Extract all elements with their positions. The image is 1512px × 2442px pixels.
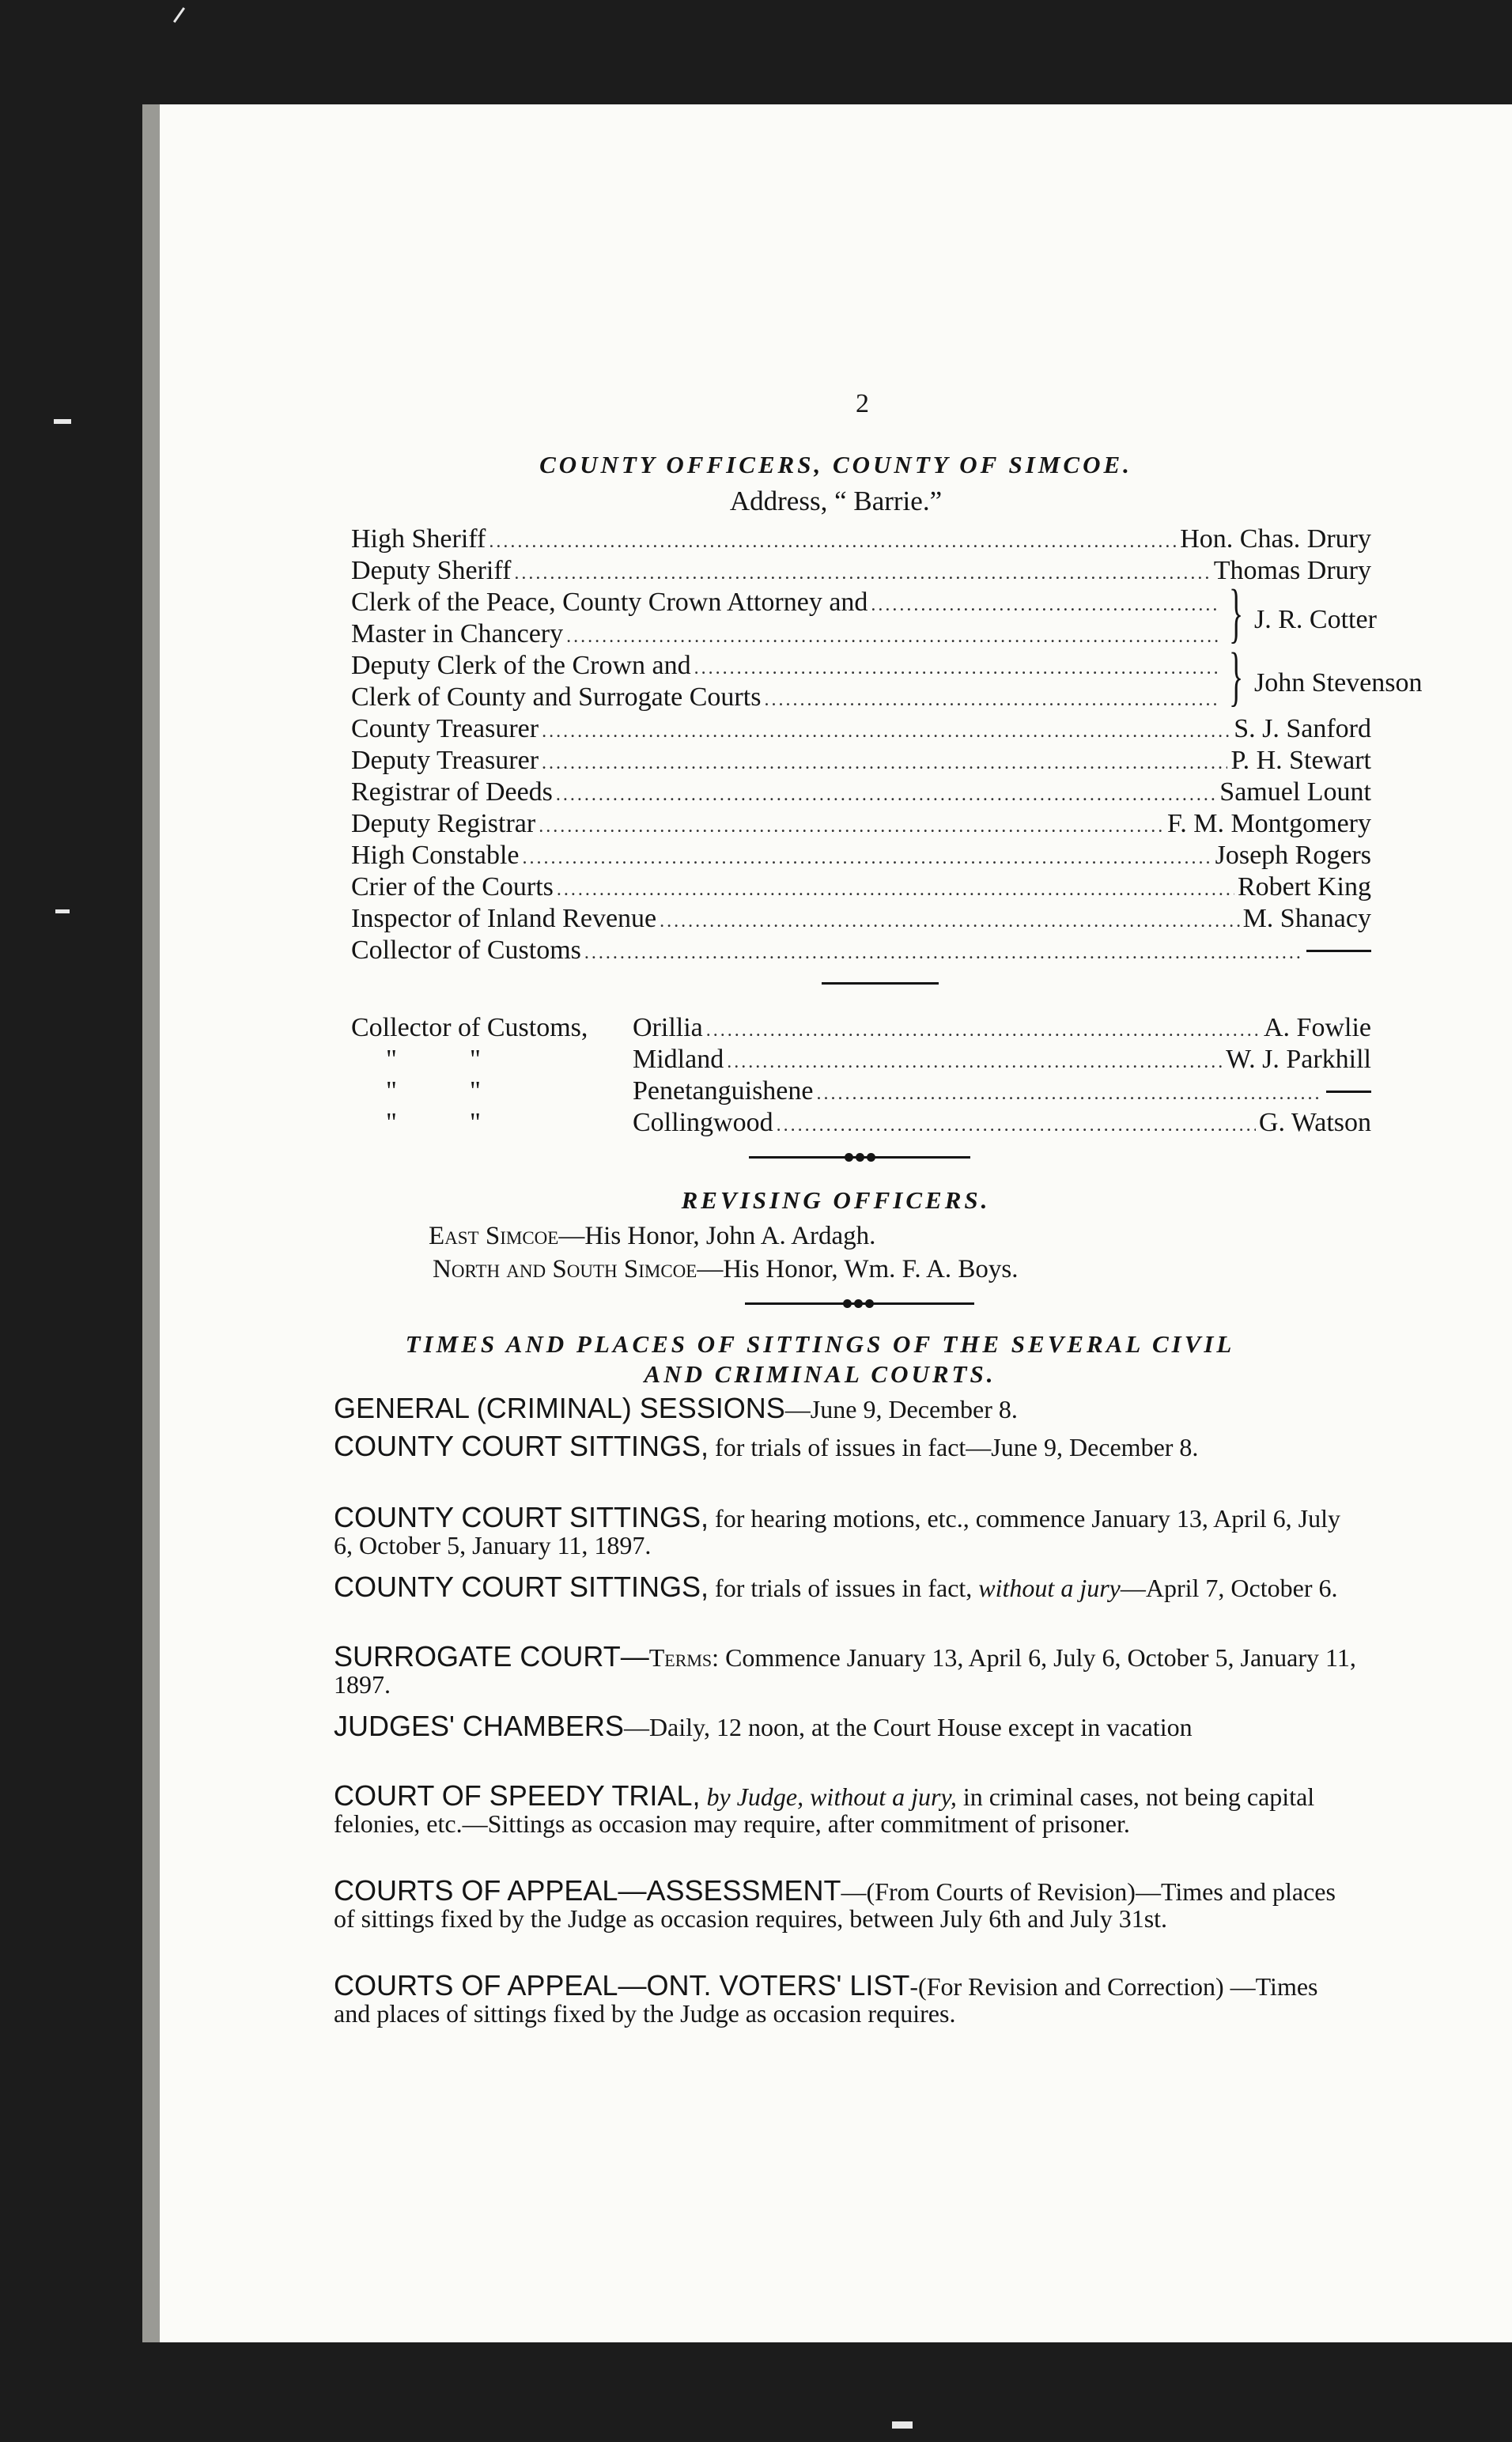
customs-officer: A. Fowlie (1264, 1013, 1371, 1042)
page-number: 2 (856, 389, 869, 418)
customs-row (351, 1075, 1371, 1107)
ornament-divider (749, 1156, 970, 1159)
officer-row (351, 903, 1371, 935)
officer-row (351, 618, 1221, 650)
brace: } (1229, 640, 1244, 713)
officer-title: Collector of Customs (351, 936, 581, 965)
court-name: SURROGATE COURT— (334, 1640, 649, 1673)
revising-row (429, 1219, 875, 1253)
officer-title: Crier of the Courts (351, 872, 554, 902)
ditto-mark: " (470, 1045, 481, 1074)
officer-row (351, 808, 1371, 840)
ditto-mark: " (386, 1045, 397, 1074)
leader-dots (660, 905, 1239, 937)
officer-title: Master in Chancery (351, 619, 564, 648)
court-name: GENERAL (CRIMINAL) SESSIONS (334, 1392, 785, 1424)
officer-title: Deputy Sheriff (351, 556, 512, 585)
customs-officer: W. J. Parkhill (1226, 1045, 1371, 1074)
officer-title: High Sheriff (351, 524, 486, 554)
leader-dots (817, 1078, 1323, 1109)
customs-label: Collector of Customs, (351, 1013, 588, 1042)
court-name: COUNTY COURT SITTINGS, (334, 1571, 709, 1603)
officer-row (351, 650, 1221, 682)
court-name: COURT OF SPEEDY TRIAL, (334, 1779, 701, 1812)
court-name: JUDGES' CHAMBERS (334, 1710, 624, 1742)
ornament-divider (745, 1302, 974, 1305)
officer-row (351, 682, 1221, 713)
document-page (142, 104, 1512, 2342)
sitting-entry (334, 1969, 1358, 2028)
sitting-entry (334, 1779, 1358, 1838)
leader-dots (777, 1109, 1256, 1141)
officer-title: Clerk of the Peace, County Crown Attorney and (351, 588, 868, 617)
officer-title: Deputy Registrar (351, 809, 536, 838)
sitting-details: —Daily, 12 noon, at the Court House except in vacation (623, 1713, 1193, 1741)
ditto-mark: " (470, 1108, 481, 1137)
section-divider (822, 982, 939, 985)
court-name: COURTS OF APPEAL—ASSESSMENT (334, 1874, 841, 1907)
district-name: East Simcoe (429, 1222, 559, 1250)
officer-name: F. M. Montgomery (1167, 809, 1371, 838)
sitting-entry (334, 1874, 1358, 1933)
officer-name: Thomas Drury (1213, 556, 1371, 585)
officer-title: Deputy Clerk of the Crown and (351, 651, 691, 680)
officer-row (351, 713, 1371, 745)
leader-dots (871, 589, 1218, 621)
district-name: North and South Simcoe (433, 1255, 697, 1283)
sitting-details-end: —April 7, October 6. (1120, 1574, 1338, 1602)
sitting-details: -(For Revision and Correction) —Times and places of sittings fixed by the Judge as occasion requires. (334, 1972, 1318, 2028)
customs-place: Penetanguishene (633, 1076, 814, 1106)
officer-row (351, 840, 1371, 871)
leader-dots (706, 1015, 1261, 1046)
brace-officer-name: J. R. Cotter (1254, 605, 1377, 634)
sitting-entry (334, 1710, 1358, 1742)
customs-officer: G. Watson (1258, 1108, 1371, 1137)
leader-dots (542, 716, 1230, 747)
sitting-entry (334, 1392, 1358, 1424)
officer-row (351, 524, 1371, 555)
officer-row (351, 935, 1371, 966)
sitting-details: for trials of issues in fact—June 9, December 8. (709, 1433, 1199, 1461)
sitting-details: —June 9, December 8. (784, 1395, 1018, 1423)
customs-row (351, 1107, 1371, 1139)
officer-name: S. J. Sanford (1234, 714, 1371, 743)
officer-title: Inspector of Inland Revenue (351, 904, 657, 933)
scrap-mark (892, 2421, 913, 2429)
vacant-line (1306, 950, 1371, 952)
sitting-entry (334, 1430, 1358, 1462)
ditto-mark: " (386, 1076, 397, 1106)
sitting-emphasis: without a jury (972, 1574, 1121, 1602)
leader-dots (727, 1046, 1223, 1078)
brace-officer-name: John Stevenson (1254, 668, 1423, 697)
customs-place: Orillia (633, 1013, 703, 1042)
officer-name: M. Shanacy (1242, 904, 1371, 933)
county-officers-title: COUNTY OFFICERS, COUNTY OF SIMCOE. (539, 451, 1132, 478)
officer-name: Samuel Lount (1219, 777, 1371, 807)
sittings-title-line-2: AND CRIMINAL COURTS. (644, 1360, 996, 1388)
officer-name: Hon. Chas. Drury (1180, 524, 1371, 554)
ditto-mark: " (386, 1108, 397, 1137)
vacant-line (1326, 1091, 1371, 1093)
officer-row (351, 587, 1221, 618)
customs-row (351, 1012, 1371, 1044)
court-name: COUNTY COURT SITTINGS, (334, 1501, 709, 1533)
revising-officers-title: REVISING OFFICERS. (681, 1186, 991, 1214)
leader-dots (539, 811, 1164, 842)
customs-row (351, 1044, 1371, 1075)
leader-dots (584, 937, 1304, 969)
sitting-details: —(From Courts of Revision)—Times and places of sittings fixed by the Judge as occasion requires, between July 6th and July 31st. (334, 1877, 1336, 1933)
sitting-details: for hearing motions, etc., commence January 13, April 6, July 6, October 5, January 11, 1897. (334, 1504, 1340, 1559)
ditto-mark: " (470, 1076, 481, 1106)
officer-title: Registrar of Deeds (351, 777, 553, 807)
sitting-entry (334, 1501, 1358, 1559)
sitting-emphasis: by Judge, without a jury, (700, 1782, 957, 1811)
leader-dots (694, 652, 1218, 684)
sitting-entry (334, 1640, 1358, 1699)
leader-dots (522, 842, 1211, 874)
officer-row (351, 555, 1371, 587)
court-name: COUNTY COURT SITTINGS, (334, 1430, 709, 1462)
officer-name: —His Honor, John A. Ardagh. (558, 1222, 876, 1250)
sittings-title-line-1: TIMES AND PLACES OF SITTINGS OF THE SEVERAL CIVIL (405, 1330, 1235, 1358)
officer-name: Joseph Rogers (1215, 841, 1371, 870)
leader-dots (557, 874, 1234, 905)
officer-name: Robert King (1237, 872, 1371, 902)
officer-row (351, 777, 1371, 808)
officer-title: High Constable (351, 841, 520, 870)
brace: } (1229, 576, 1244, 650)
customs-place: Midland (633, 1045, 724, 1074)
officer-title: Clerk of County and Surrogate Courts (351, 682, 762, 712)
customs-place: Collingwood (633, 1108, 773, 1137)
scrap-mark (54, 419, 71, 424)
leader-dots (542, 747, 1227, 779)
revising-row (433, 1253, 1018, 1286)
leader-dots (489, 526, 1177, 558)
scrap-mark (55, 909, 70, 913)
leader-dots (764, 684, 1218, 716)
leader-dots (566, 621, 1218, 652)
officer-title: County Treasurer (351, 714, 539, 743)
court-name: COURTS OF APPEAL—ONT. VOTERS' LIST (334, 1969, 910, 2002)
address-line: Address, “ Barrie.” (729, 486, 943, 516)
leader-dots (556, 779, 1216, 811)
sitting-details: : Commence January 13, April 6, July 6, October 5, January 11, 1897. (334, 1643, 1356, 1699)
terms-label: Terms (648, 1643, 713, 1672)
officer-title: Deputy Treasurer (351, 746, 539, 775)
officer-name: P. H. Stewart (1230, 746, 1371, 775)
sitting-details: for trials of issues in fact, (709, 1574, 973, 1602)
sitting-details: in criminal cases, not being capital felonies, etc.—Sittings as occasion may require, after commitment of prisoner. (334, 1782, 1315, 1838)
leader-dots (514, 558, 1210, 589)
officer-row (351, 745, 1371, 777)
officer-row (351, 871, 1371, 903)
scrap-mark (173, 7, 185, 23)
sitting-entry (334, 1571, 1358, 1603)
officer-name: —His Honor, Wm. F. A. Boys. (697, 1255, 1019, 1283)
